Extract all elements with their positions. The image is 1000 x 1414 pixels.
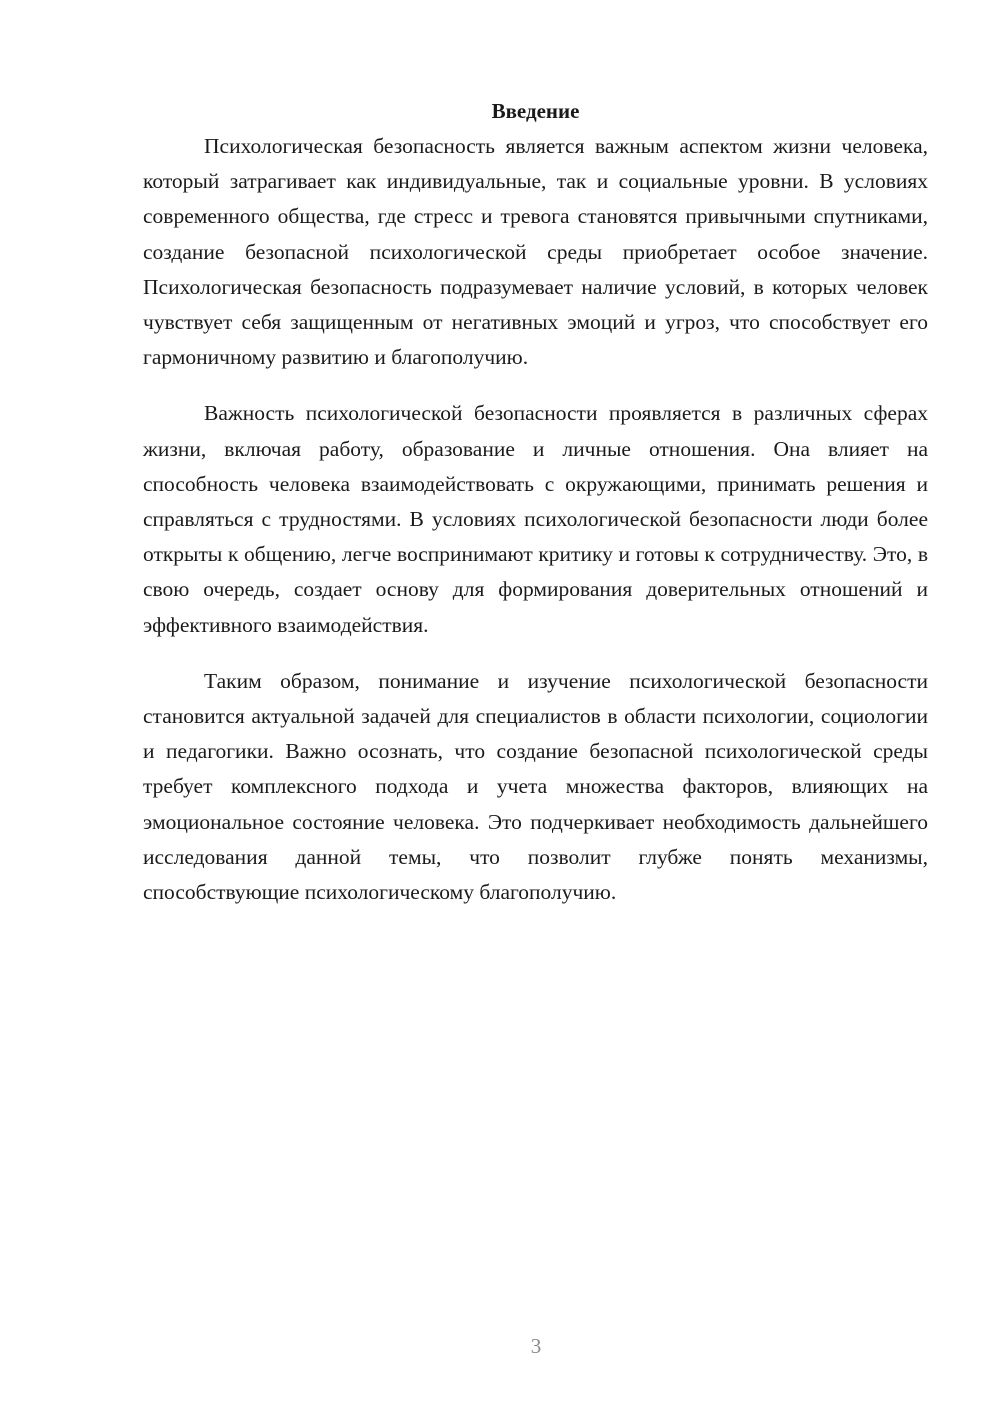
paragraph-3: Таким образом, понимание и изучение психологической безопасности становится актуальной задачей для специалистов в области психологии, социологии и педагогики. Важно осознать, что создание безопасной психологической среды требует комплексного подхода и учета множества факторов, влияющих на эмоциональное состояние человека. Это подчеркивает необходимость дальнейшего исследования данной темы, что позволит глубже понять механизмы, способствующие психологическому благополучию. xyxy=(143,668,928,905)
paragraph-2: Важность психологической безопасности проявляется в различных сферах жизни, включая работу, образование и личные отношения. Она влияет на способность человека взаимодействовать с окружающими, принимать решения и справляться с трудностями. В условиях психологической безопасности люди более открыты к общению, легче воспринимают критику и готовы к сотрудничеству. Это, в свою очередь, создает основу для формирования доверительных отношений и эффективного взаимодействия. xyxy=(143,401,928,637)
page-number: 3 xyxy=(530,1334,542,1358)
paragraph-1: Психологическая безопасность является важным аспектом жизни человека, который затрагивает как индивидуальные, так и социальные уровни. В условиях современного общества, где стресс и тревога становятся привычными спутниками, создание безопасной психологической среды приобретает особое значение. Психологическая безопасность подразумевает наличие условий, в которых человек чувствует себя защищенным от негативных эмоций и угроз, что способствует его гармоничному развитию и благополучию. xyxy=(143,134,928,370)
page-content xyxy=(143,97,928,931)
section-heading: Введение xyxy=(491,99,580,123)
